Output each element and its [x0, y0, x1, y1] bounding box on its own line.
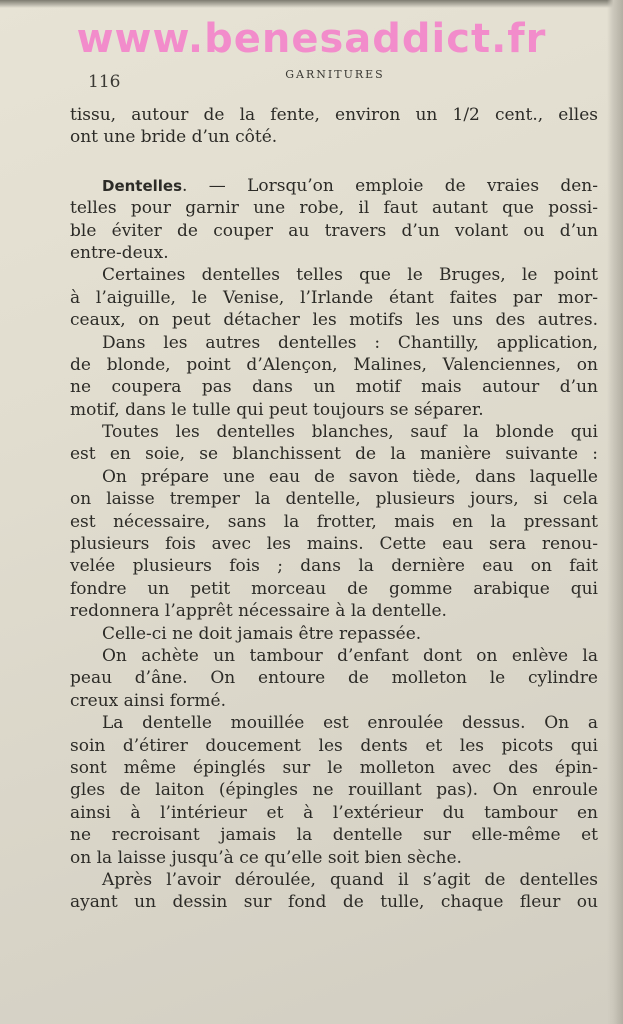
text-line: peau d’âne. On entoure de molleton le cylindre — [70, 668, 598, 689]
paragraph — [70, 175, 598, 265]
paragraph — [70, 332, 598, 422]
text-line: On prépare une eau de savon tiède, dans laquelle — [102, 466, 598, 487]
body-text — [70, 104, 598, 914]
text-line: Celle-ci ne doit jamais être repassée. — [102, 623, 422, 644]
text-line: est nécessaire, sans la frotter, mais en la pressant — [70, 511, 598, 532]
paragraph — [70, 466, 598, 623]
section-heading: Dentelles — [102, 176, 183, 195]
text-line-rest: . — Lorsqu’on emploie de vraies den- — [182, 175, 598, 196]
text-line: est en soie, se blanchissent de la manière suivante : — [70, 444, 598, 465]
text-line: ne coupera pas dans un motif mais autour d’un — [70, 377, 598, 398]
text-line: Dans les autres dentelles : Chantilly, application, — [102, 332, 598, 353]
text-line: sont même épinglés sur le molleton avec des épin- — [70, 757, 598, 778]
text-line: La dentelle mouillée est enroulée dessus. On a — [102, 713, 598, 734]
text-line: ne recroisant jamais la dentelle sur elle-même et — [70, 825, 598, 846]
text-line: motif, dans le tulle qui peut toujours se séparer. — [70, 399, 484, 420]
text-line: gles de laiton (épingles ne rouillant pas). On enroule — [70, 780, 598, 801]
text-line: plusieurs fois avec les mains. Cette eau sera renou- — [70, 534, 598, 555]
text-line — [70, 175, 598, 197]
text-line: tissu, autour de la fente, environ un 1/2 cent., elles — [70, 105, 598, 125]
paragraph — [70, 645, 598, 712]
text-line: fondre un petit morceau de gomme arabique qui — [70, 578, 598, 599]
page-number: 116 — [88, 72, 121, 92]
text-line: on laisse tremper la dentelle, plusieurs jours, si cela — [70, 489, 598, 510]
text-line: Toutes les dentelles blanches, sauf la blonde qui — [102, 422, 598, 443]
text-line: à l’aiguille, le Venise, l’Irlande étant faites par mor- — [70, 287, 598, 308]
text-line: velée plusieurs fois ; dans la dernière eau on fait — [70, 556, 598, 577]
running-head: GARNITURES — [285, 68, 385, 81]
page-right-edge — [607, 0, 623, 1024]
text-line: on la laisse jusqu’à ce qu’elle soit bien sèche. — [70, 847, 462, 868]
text-line: ont une bride d’un côté. — [70, 127, 278, 148]
text-line: de blonde, point d’Alençon, Malines, Valenciennes, on — [70, 354, 598, 375]
paragraph — [70, 623, 598, 645]
page-top-edge — [0, 0, 623, 8]
text-line: creux ainsi formé. — [70, 690, 226, 711]
text-line: On achète un tambour d’enfant dont on enlève la — [102, 645, 598, 666]
text-line: Après l’avoir déroulée, quand il s’agit de dentelles — [102, 869, 598, 890]
text-line: Certaines dentelles telles que le Bruges, le point — [102, 265, 598, 286]
paragraph — [70, 421, 598, 466]
text-line: ble éviter de couper au travers d’un volant ou d’un — [70, 220, 598, 241]
paragraph — [70, 712, 598, 869]
text-line: ayant un dessin sur fond de tulle, chaque fleur ou — [70, 892, 598, 913]
text-line: ainsi à l’intérieur et à l’extérieur du tambour en — [70, 802, 598, 823]
paragraph-gap — [70, 149, 598, 175]
watermark: www.benesaddict.fr — [76, 16, 547, 62]
text-line: redonnera l’apprêt nécessaire à la dentelle. — [70, 601, 447, 622]
text-line: soin d’étirer doucement les dents et les picots qui — [70, 735, 598, 756]
text-line: telles pour garnir une robe, il faut autant que possi- — [70, 198, 598, 219]
paragraph — [70, 264, 598, 331]
text-line: entre-deux. — [70, 242, 169, 263]
text-line: ceaux, on peut détacher les motifs les uns des autres. — [70, 310, 598, 331]
paragraph — [70, 869, 598, 914]
paragraph — [70, 104, 598, 149]
